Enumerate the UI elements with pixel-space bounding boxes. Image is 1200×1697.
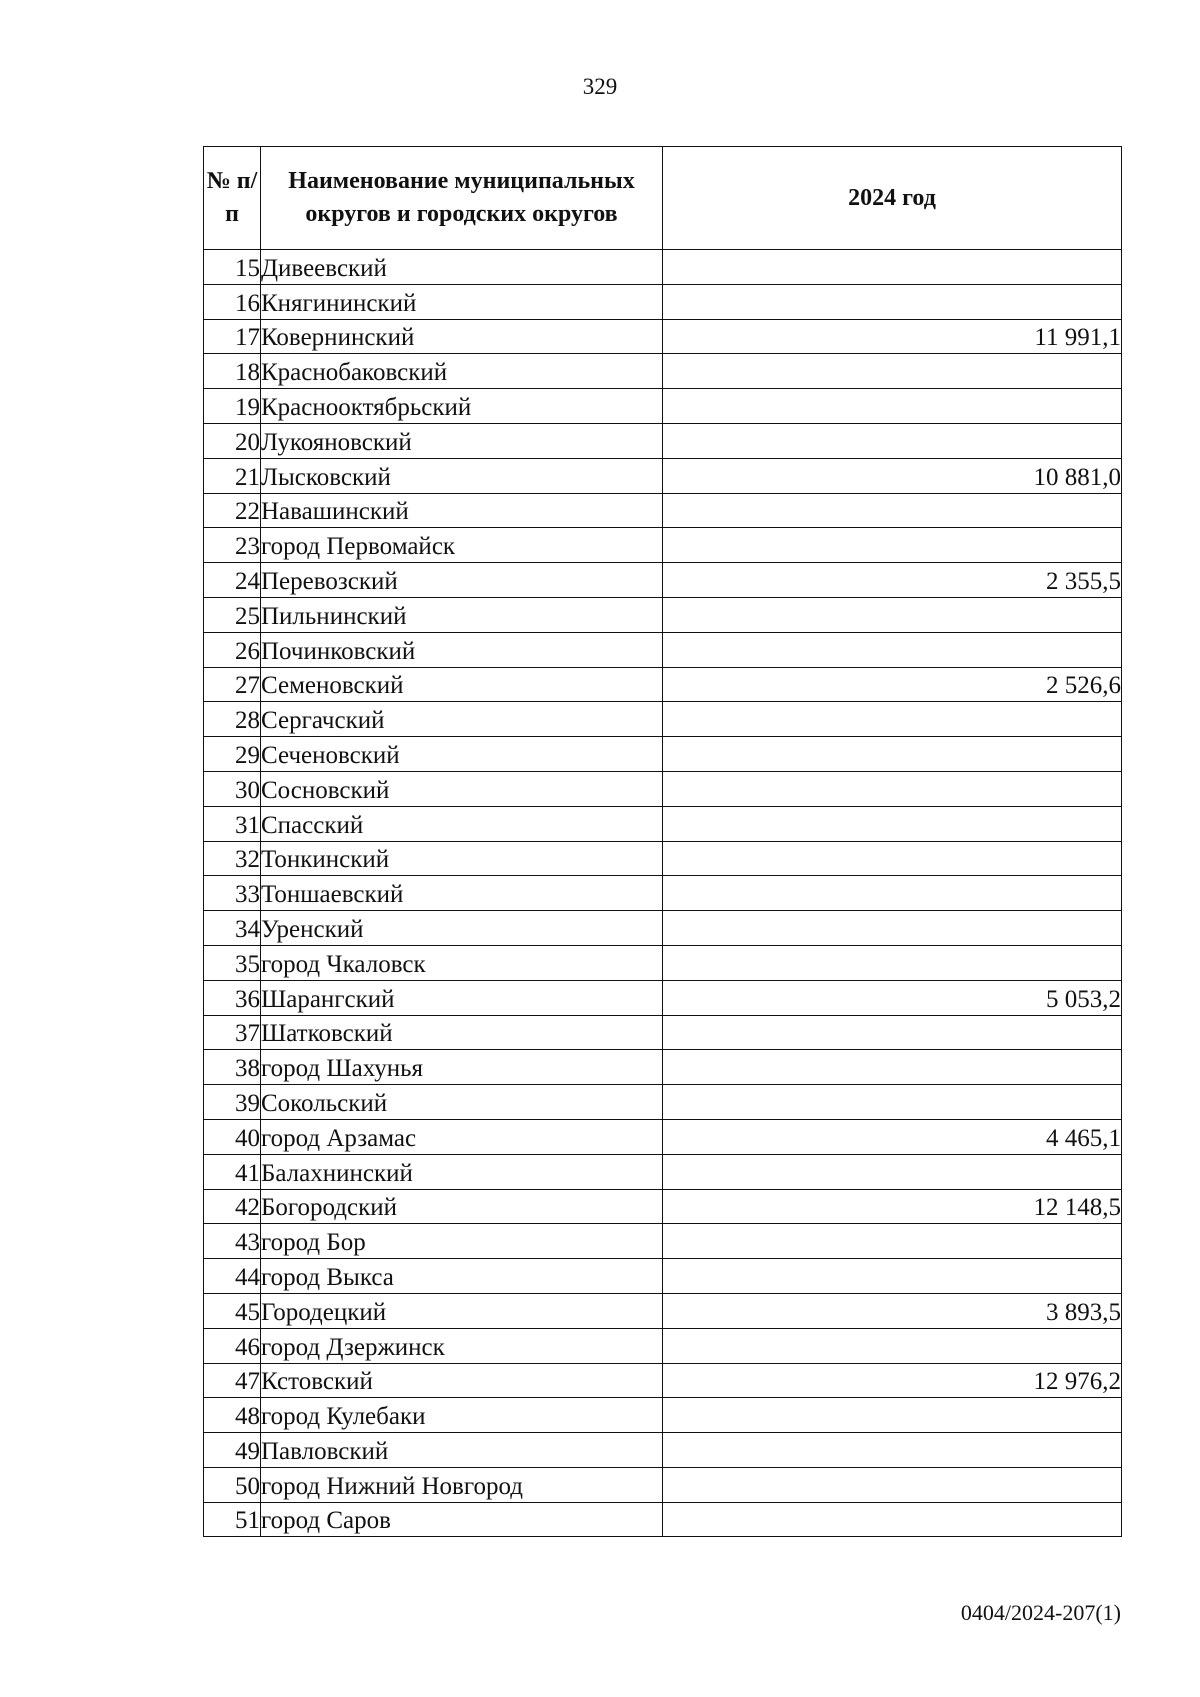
row-number: 28 xyxy=(204,702,261,737)
table-row xyxy=(204,1189,1122,1224)
district-name: Кстовский xyxy=(261,1363,663,1398)
district-name: Перевозский xyxy=(261,563,663,598)
district-name: Ковернинский xyxy=(261,319,663,354)
row-number: 26 xyxy=(204,632,261,667)
table-row xyxy=(204,1015,1122,1050)
amount-2024 xyxy=(663,1467,1122,1502)
amount-2024: 2 526,6 xyxy=(663,667,1122,702)
amount-2024: 5 053,2 xyxy=(663,980,1122,1015)
district-name: Дивеевский xyxy=(261,250,663,285)
row-number: 39 xyxy=(204,1085,261,1120)
row-number: 44 xyxy=(204,1259,261,1294)
row-number: 37 xyxy=(204,1015,261,1050)
amount-2024 xyxy=(663,1398,1122,1433)
table-row xyxy=(204,1433,1122,1468)
amount-2024 xyxy=(663,1050,1122,1085)
row-number: 15 xyxy=(204,250,261,285)
district-name: город Дзержинск xyxy=(261,1328,663,1363)
districts-table xyxy=(203,146,1122,1537)
amount-2024 xyxy=(663,284,1122,319)
row-number: 17 xyxy=(204,319,261,354)
district-name: город Первомайск xyxy=(261,528,663,563)
row-number: 38 xyxy=(204,1050,261,1085)
table-row xyxy=(204,389,1122,424)
amount-2024 xyxy=(663,1502,1122,1537)
district-name: Краснобаковский xyxy=(261,354,663,389)
document-code: 0404/2024-207(1) xyxy=(960,1600,1121,1625)
table-row xyxy=(204,667,1122,702)
row-number: 30 xyxy=(204,771,261,806)
district-name: Починковский xyxy=(261,632,663,667)
amount-2024 xyxy=(663,1154,1122,1189)
amount-2024: 2 355,5 xyxy=(663,563,1122,598)
district-name: Балахнинский xyxy=(261,1154,663,1189)
district-name: город Саров xyxy=(261,1502,663,1537)
page-number: 329 xyxy=(582,74,618,99)
row-number: 40 xyxy=(204,1119,261,1154)
row-number: 43 xyxy=(204,1224,261,1259)
district-name: Семеновский xyxy=(261,667,663,702)
amount-2024: 12 148,5 xyxy=(663,1189,1122,1224)
table-row xyxy=(204,1467,1122,1502)
table-row xyxy=(204,702,1122,737)
table-row xyxy=(204,1293,1122,1328)
row-number: 47 xyxy=(204,1363,261,1398)
row-number: 42 xyxy=(204,1189,261,1224)
amount-2024 xyxy=(663,702,1122,737)
amount-2024 xyxy=(663,632,1122,667)
amount-2024 xyxy=(663,423,1122,458)
table-row xyxy=(204,806,1122,841)
table-row xyxy=(204,1259,1122,1294)
district-name: Богородский xyxy=(261,1189,663,1224)
row-number: 31 xyxy=(204,806,261,841)
table-row xyxy=(204,1328,1122,1363)
table-row xyxy=(204,737,1122,772)
row-number: 21 xyxy=(204,458,261,493)
table-row xyxy=(204,528,1122,563)
table-row xyxy=(204,1119,1122,1154)
district-name: Сергачский xyxy=(261,702,663,737)
amount-2024 xyxy=(663,1433,1122,1468)
table-row xyxy=(204,1502,1122,1537)
district-name: город Чкаловск xyxy=(261,945,663,980)
amount-2024 xyxy=(663,250,1122,285)
table-row xyxy=(204,911,1122,946)
row-number: 49 xyxy=(204,1433,261,1468)
table-header-row xyxy=(204,147,1122,250)
row-number: 51 xyxy=(204,1502,261,1537)
row-number: 24 xyxy=(204,563,261,598)
table-row xyxy=(204,1050,1122,1085)
table-row xyxy=(204,1085,1122,1120)
row-number: 36 xyxy=(204,980,261,1015)
amount-2024: 11 991,1 xyxy=(663,319,1122,354)
table-row xyxy=(204,423,1122,458)
district-name: Краснооктябрьский xyxy=(261,389,663,424)
district-name: город Шахунья xyxy=(261,1050,663,1085)
row-number: 18 xyxy=(204,354,261,389)
amount-2024 xyxy=(663,1015,1122,1050)
amount-2024 xyxy=(663,354,1122,389)
amount-2024 xyxy=(663,841,1122,876)
district-name: город Бор xyxy=(261,1224,663,1259)
amount-2024 xyxy=(663,945,1122,980)
table-body xyxy=(204,250,1122,1537)
amount-2024 xyxy=(663,806,1122,841)
district-name: Сосновский xyxy=(261,771,663,806)
row-number: 27 xyxy=(204,667,261,702)
district-name: Шарангский xyxy=(261,980,663,1015)
district-name: Пильнинский xyxy=(261,597,663,632)
row-number: 48 xyxy=(204,1398,261,1433)
table-row xyxy=(204,876,1122,911)
district-name: Уренский xyxy=(261,911,663,946)
amount-2024 xyxy=(663,737,1122,772)
row-number: 19 xyxy=(204,389,261,424)
amount-2024: 10 881,0 xyxy=(663,458,1122,493)
table-row xyxy=(204,1154,1122,1189)
amount-2024 xyxy=(663,1328,1122,1363)
district-name: Шатковский xyxy=(261,1015,663,1050)
district-name: город Кулебаки xyxy=(261,1398,663,1433)
header-num: № п/п xyxy=(204,147,261,250)
row-number: 25 xyxy=(204,597,261,632)
row-number: 32 xyxy=(204,841,261,876)
table-row xyxy=(204,458,1122,493)
table-row xyxy=(204,841,1122,876)
table-row xyxy=(204,1398,1122,1433)
table-row xyxy=(204,250,1122,285)
district-name: Сеченовский xyxy=(261,737,663,772)
header-year: 2024 год xyxy=(663,147,1122,250)
row-number: 29 xyxy=(204,737,261,772)
district-name: город Нижний Новгород xyxy=(261,1467,663,1502)
amount-2024 xyxy=(663,876,1122,911)
amount-2024 xyxy=(663,389,1122,424)
district-name: Городецкий xyxy=(261,1293,663,1328)
district-name: Тонкинский xyxy=(261,841,663,876)
district-name: Тоншаевский xyxy=(261,876,663,911)
district-name: город Выкса xyxy=(261,1259,663,1294)
table-row xyxy=(204,354,1122,389)
table-row xyxy=(204,980,1122,1015)
amount-2024: 4 465,1 xyxy=(663,1119,1122,1154)
table-row xyxy=(204,597,1122,632)
row-number: 33 xyxy=(204,876,261,911)
district-name: город Арзамас xyxy=(261,1119,663,1154)
table-row xyxy=(204,493,1122,528)
row-number: 45 xyxy=(204,1293,261,1328)
amount-2024 xyxy=(663,1259,1122,1294)
row-number: 50 xyxy=(204,1467,261,1502)
header-name: Наименование муниципальных округов и городских округов xyxy=(261,147,663,250)
row-number: 20 xyxy=(204,423,261,458)
table-row xyxy=(204,632,1122,667)
amount-2024: 3 893,5 xyxy=(663,1293,1122,1328)
amount-2024 xyxy=(663,911,1122,946)
row-number: 35 xyxy=(204,945,261,980)
district-name: Лысковский xyxy=(261,458,663,493)
district-name: Павловский xyxy=(261,1433,663,1468)
amount-2024 xyxy=(663,528,1122,563)
district-name: Сокольский xyxy=(261,1085,663,1120)
row-number: 41 xyxy=(204,1154,261,1189)
district-name: Княгининский xyxy=(261,284,663,319)
district-name: Спасский xyxy=(261,806,663,841)
row-number: 46 xyxy=(204,1328,261,1363)
table-row xyxy=(204,319,1122,354)
amount-2024 xyxy=(663,1085,1122,1120)
district-name: Лукояновский xyxy=(261,423,663,458)
amount-2024 xyxy=(663,771,1122,806)
row-number: 16 xyxy=(204,284,261,319)
table-row xyxy=(204,284,1122,319)
amount-2024 xyxy=(663,1224,1122,1259)
row-number: 34 xyxy=(204,911,261,946)
table-row xyxy=(204,1224,1122,1259)
table-row xyxy=(204,1363,1122,1398)
table-row xyxy=(204,563,1122,598)
amount-2024: 12 976,2 xyxy=(663,1363,1122,1398)
row-number: 22 xyxy=(204,493,261,528)
table-row xyxy=(204,945,1122,980)
row-number: 23 xyxy=(204,528,261,563)
district-name: Навашинский xyxy=(261,493,663,528)
amount-2024 xyxy=(663,493,1122,528)
amount-2024 xyxy=(663,597,1122,632)
table-row xyxy=(204,771,1122,806)
